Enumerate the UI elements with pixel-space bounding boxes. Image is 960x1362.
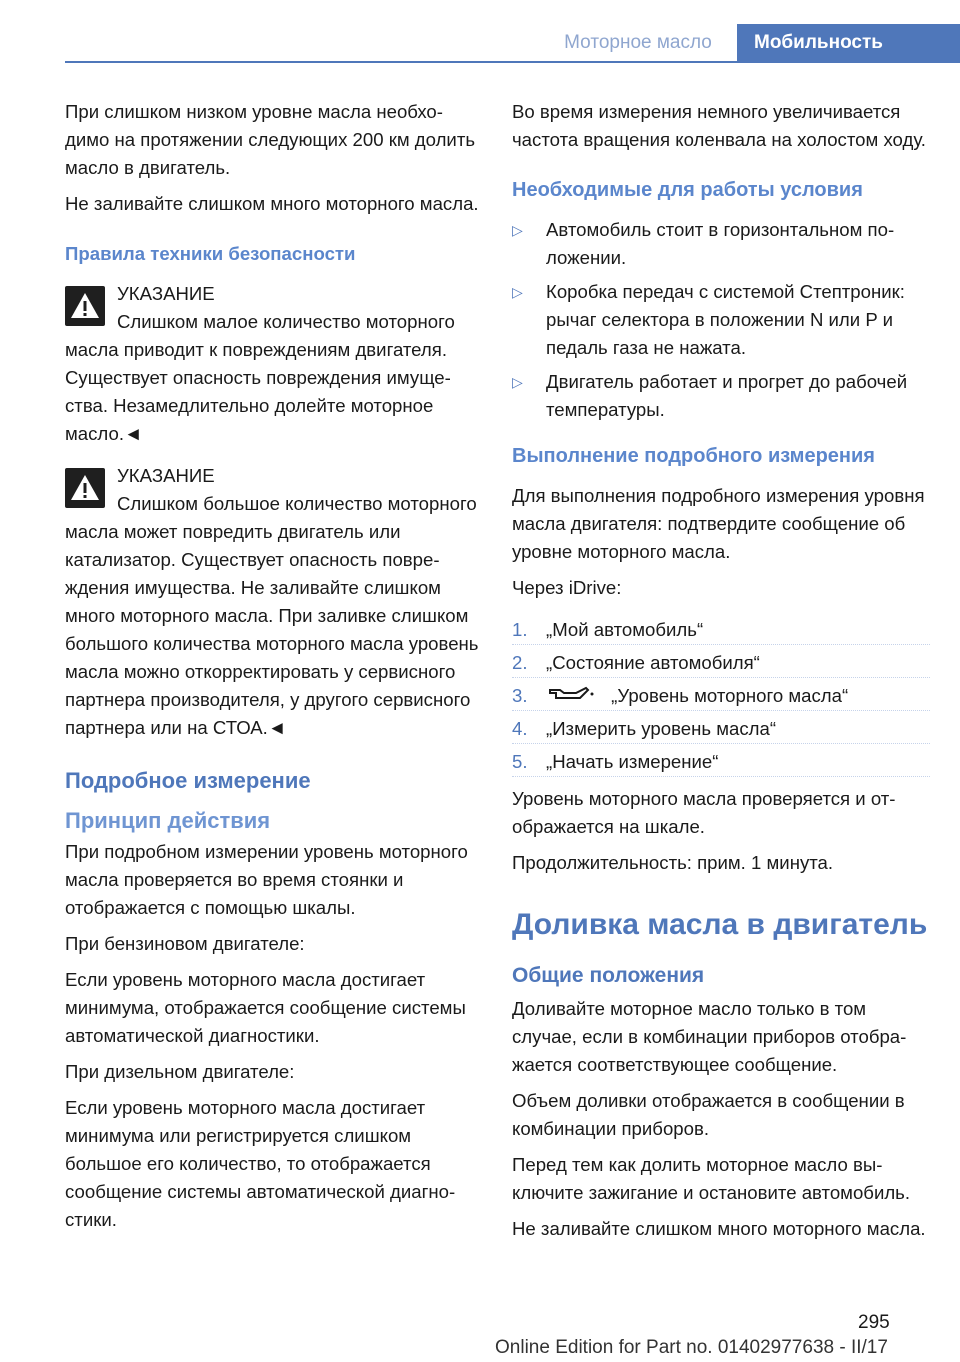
list-item: ▷ Двигатель работает и прогрет до рабочей температуры.: [512, 368, 930, 424]
left-column: [65, 98, 480, 1242]
general-heading: Общие положения: [512, 964, 705, 987]
list-item: 3. „Уровень моторного масла“: [512, 680, 930, 711]
paragraph: При дизельном двигателе:: [65, 1061, 295, 1082]
principle-heading: Принцип действия: [65, 808, 271, 833]
warning-triangle-icon: [65, 468, 105, 508]
paragraph: При слишком низком уровне масла необходимо на протяжении следующих 200 км долить масло в двигатель.: [65, 101, 476, 178]
warning-label: УКАЗАНИЕ: [117, 465, 215, 486]
page-number: 295: [858, 1312, 890, 1333]
paragraph: Доливайте моторное масло только в том случае, если в комбинации приборов отображается соответствующее сообщение.: [512, 998, 907, 1075]
paragraph: Объем доливки отображается в сообщении в комбинации приборов.: [512, 1090, 905, 1139]
paragraph: При подробном измерении уровень моторного масла проверяется во время стоянки и отображается с помощью шкалы.: [65, 841, 468, 918]
topup-heading: Доливка масла в двигатель: [512, 908, 928, 941]
tab-mobility[interactable]: Мобильность: [737, 24, 960, 63]
paragraph: Через iDrive:: [512, 577, 622, 598]
bullet-icon: ▷: [512, 222, 523, 238]
oil-can-icon: [546, 682, 596, 713]
list-item: 2. „Состояние автомобиля“: [512, 647, 930, 678]
bullet-icon: ▷: [512, 374, 523, 390]
list-item: 4. „Измерить уровень масла“: [512, 713, 930, 744]
detailed-measurement-heading: Подробное измерение: [65, 768, 311, 793]
list-item: 5. „Начать измерение“: [512, 746, 930, 777]
warning-triangle-icon: [65, 286, 105, 326]
warning-text: Слишком малое количество моторного масла приводит к повреждениям двигателя. Существует опасность повреждения имущества. Незамедлительно долейте моторное масло.◄: [65, 311, 455, 444]
tab-engine-oil[interactable]: Моторное масло: [564, 32, 712, 53]
conditions-heading: Необходимые для работы условия: [512, 179, 863, 201]
paragraph: Для выполнения подробного измерения уровня масла двигателя: подтвердите сообщение об уровне моторного масла.: [512, 485, 925, 562]
paragraph: Если уровень моторного масла достигает минимума, отображается сообщение системы автоматической диагностики.: [65, 969, 466, 1046]
steps-list: [512, 614, 930, 777]
warning-text: Слишком большое количество моторного масла может повредить двигатель или катализатор. Существует опасность повреждения имущества. Не заливайте слишком много моторного масла. При заливке слишком большого количества моторного масла уровень масла можно откорректировать у сервисного партнера производителя, у другого сервисного партнера или на СТОА.◄: [65, 493, 479, 738]
paragraph: Перед тем как долить моторное масло выключите зажигание и остановите автомобиль.: [512, 1154, 911, 1203]
warning-label: УКАЗАНИЕ: [117, 283, 215, 304]
right-column: [512, 98, 930, 1251]
list-item: ▷ Коробка передач с системой Стептроник: рычаг селектора в положении N или P и педаль газа не нажата.: [512, 278, 930, 362]
paragraph: Уровень моторного масла проверяется и отображается на шкале.: [512, 788, 896, 837]
paragraph: При бензиновом двигателе:: [65, 933, 305, 954]
list-item: ▷ Автомобиль стоит в горизонтальном положении.: [512, 216, 930, 272]
bullet-icon: ▷: [512, 284, 523, 300]
footer-edition: Online Edition for Part no. 01402977638 - II/17: [495, 1337, 888, 1358]
list-item: 1. „Мой автомобиль“: [512, 614, 930, 645]
header-divider: [65, 61, 960, 63]
paragraph: Не заливайте слишком много моторного масла.: [512, 1218, 926, 1239]
conditions-list: [512, 216, 930, 424]
paragraph: Не заливайте слишком много моторного масла.: [65, 193, 479, 214]
paragraph: Если уровень моторного масла достигает минимума или регистрируется слишком большое его количество, то отображается сообщение системы автоматической диагностики.: [65, 1097, 456, 1230]
safety-heading: Правила техники безопасности: [65, 243, 356, 264]
paragraph: Продолжительность: прим. 1 минута.: [512, 852, 834, 873]
paragraph: Во время измерения немного увеличивается частота вращения коленвала на холостом ходу.: [512, 101, 926, 150]
execution-heading: Выполнение подробного измерения: [512, 445, 875, 467]
warning-block: [65, 462, 480, 742]
warning-block: [65, 280, 480, 448]
